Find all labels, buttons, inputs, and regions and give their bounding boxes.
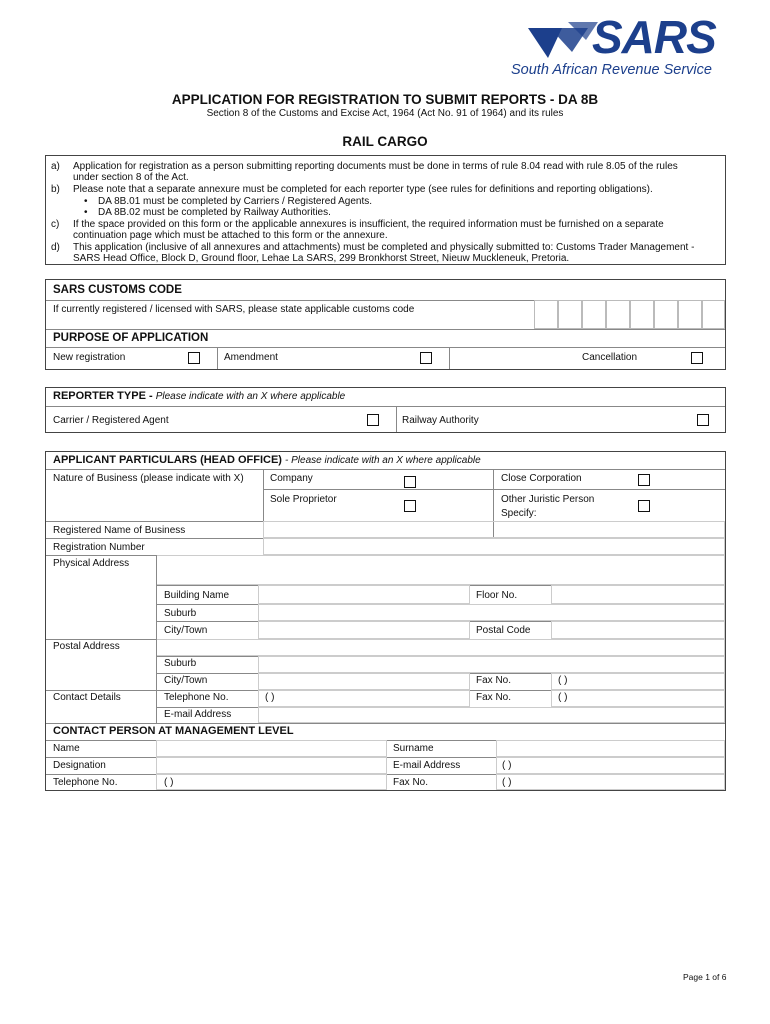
instruction-d-line1: This application (inclusive of all annexures and attachments) must be completed and physically submitted to: Customs Trader Management -: [73, 242, 695, 253]
sole-proprietor-checkbox[interactable]: [404, 500, 416, 512]
nature-of-business-label: Nature of Business (please indicate with X): [53, 473, 244, 484]
floor-no-field[interactable]: [551, 585, 725, 604]
telephone-area-code: ( ): [265, 692, 275, 703]
customs-code-digit-field[interactable]: [702, 300, 725, 329]
purpose-heading: PURPOSE OF APPLICATION: [53, 332, 209, 344]
customs-code-heading: SARS CUSTOMS CODE: [53, 284, 182, 296]
building-name-field[interactable]: [258, 585, 470, 604]
contact-designation-label: Designation: [53, 760, 106, 771]
contact-fax-no-label: Fax No.: [476, 692, 512, 703]
marker-c: c): [51, 219, 60, 230]
sars-logo-subtitle: South African Revenue Service: [511, 62, 712, 78]
suburb-field[interactable]: [258, 604, 725, 621]
applicant-heading: APPLICANT PARTICULARS (HEAD OFFICE) - Please indicate with an X where applicable: [53, 454, 481, 466]
physical-address-field[interactable]: [156, 555, 725, 585]
instruction-b-bullet2: DA 8B.02 must be completed by Railway Authorities.: [98, 207, 331, 218]
instruction-c-line1: If the space provided on this form or the applicable annexures is insufficient, the required information must be furnished on a separate: [73, 219, 664, 230]
section-title: RAIL CARGO: [342, 134, 428, 149]
floor-no-label: Floor No.: [476, 590, 518, 601]
company-checkbox[interactable]: [404, 476, 416, 488]
postal-address-field[interactable]: [156, 639, 725, 656]
postal-city-town-label: City/Town: [164, 675, 208, 686]
email-address-label: E-mail Address: [164, 709, 232, 720]
instructions-box: [45, 155, 726, 265]
fax-area-code: ( ): [558, 675, 568, 686]
customs-code-digit-field[interactable]: [630, 300, 654, 329]
customs-code-digit-field[interactable]: [534, 300, 558, 329]
instruction-b-bullet1: DA 8B.01 must be completed by Carriers / Registered Agents.: [98, 196, 373, 207]
registered-name-label: Registered Name of Business: [53, 525, 186, 536]
postal-address-label: Postal Address: [53, 641, 120, 652]
customs-code-digit-field[interactable]: [678, 300, 702, 329]
sars-logo-mark-icon: [528, 22, 598, 62]
railway-authority-checkbox[interactable]: [697, 414, 709, 426]
sars-logo: [511, 11, 718, 83]
applicant-hint: - Please indicate with an X where applicable: [285, 455, 481, 466]
bullet-icon: •: [84, 196, 88, 207]
new-registration-checkbox[interactable]: [188, 352, 200, 364]
registered-name-field[interactable]: [263, 521, 725, 538]
close-corporation-label: Close Corporation: [501, 473, 582, 484]
registration-number-label: Registration Number: [53, 542, 145, 553]
customs-code-digit-field[interactable]: [606, 300, 630, 329]
instruction-c-line2: continuation page which must be attached to this form or the annexure.: [73, 230, 388, 241]
contact-details-label: Contact Details: [53, 692, 121, 703]
amendment-checkbox[interactable]: [420, 352, 432, 364]
contact-email-label: E-mail Address: [393, 760, 461, 771]
marker-d: d): [51, 242, 60, 253]
contact-email-paren: ( ): [502, 760, 512, 771]
fax-no-field[interactable]: [551, 673, 725, 690]
contact-email-field[interactable]: [496, 757, 725, 774]
instruction-d-line2: SARS Head Office, Block D, Ground floor, Lehae La SARS, 299 Bronkhorst Street, Nieuw Muckleneuk, Pretoria.: [73, 253, 570, 264]
telephone-no-field[interactable]: [258, 690, 470, 707]
marker-b: b): [51, 184, 60, 195]
marker-a: a): [51, 161, 60, 172]
contact-designation-field[interactable]: [156, 757, 387, 774]
new-registration-label: New registration: [53, 352, 126, 363]
contact-name-field[interactable]: [156, 740, 387, 757]
cancellation-checkbox[interactable]: [691, 352, 703, 364]
contact-person-heading: CONTACT PERSON AT MANAGEMENT LEVEL: [53, 725, 294, 737]
reporter-type-heading: REPORTER TYPE - Please indicate with an X where applicable: [53, 390, 346, 402]
page-number: Page 1 of 6: [683, 972, 727, 982]
carrier-label: Carrier / Registered Agent: [53, 415, 169, 426]
customs-purpose-box: [45, 279, 726, 370]
sars-logo-text: SARS: [592, 11, 716, 63]
customs-code-prompt: If currently registered / licensed with SARS, please state applicable customs code: [53, 304, 415, 315]
city-town-label: City/Town: [164, 625, 208, 636]
instruction-a-line2: under section 8 of the Act.: [73, 172, 189, 183]
form-subtitle: Section 8 of the Customs and Excise Act, 1964 (Act No. 91 of 1964) and its rules: [206, 108, 564, 119]
bullet-icon: •: [84, 207, 88, 218]
other-juristic-label: Other Juristic Person: [501, 494, 595, 505]
applicant-particulars-box: [45, 451, 726, 791]
postal-code-field[interactable]: [551, 621, 725, 639]
contact-fax-area-code: ( ): [502, 777, 512, 788]
customs-code-digit-field[interactable]: [582, 300, 606, 329]
contact-fax-field[interactable]: [496, 774, 725, 790]
instruction-b-line1: Please note that a separate annexure must be completed for each reporter type (see rules for definitions and reporting obligations).: [73, 184, 653, 195]
close-corporation-checkbox[interactable]: [638, 474, 650, 486]
contact-surname-label: Surname: [393, 743, 434, 754]
reporter-type-box: [45, 387, 726, 433]
company-label: Company: [270, 473, 313, 484]
postal-suburb-label: Suburb: [164, 658, 197, 669]
registration-number-field[interactable]: [263, 538, 725, 555]
specify-label: Specify:: [501, 508, 537, 519]
reporter-type-hint: Please indicate with an X where applicable: [155, 391, 346, 402]
suburb-label: Suburb: [164, 608, 197, 619]
customs-code-digit-field[interactable]: [654, 300, 678, 329]
city-town-field[interactable]: [258, 621, 470, 639]
cancellation-label: Cancellation: [582, 352, 638, 363]
contact-surname-field[interactable]: [496, 740, 725, 757]
email-address-field[interactable]: [258, 707, 725, 723]
building-name-label: Building Name: [164, 590, 230, 601]
sole-proprietor-label: Sole Proprietor: [270, 494, 337, 505]
physical-address-label: Physical Address: [53, 558, 130, 569]
contact-fax-area-code: ( ): [558, 692, 568, 703]
contact-telephone-label: Telephone No.: [53, 777, 118, 788]
customs-code-digit-field[interactable]: [558, 300, 582, 329]
telephone-no-label: Telephone No.: [164, 692, 229, 703]
contact-fax-label: Fax No.: [393, 777, 429, 788]
contact-fax-no-field[interactable]: [551, 690, 725, 707]
form-title: APPLICATION FOR REGISTRATION TO SUBMIT REPORTS - DA 8B: [171, 92, 599, 107]
carrier-checkbox[interactable]: [367, 414, 379, 426]
contact-name-label: Name: [53, 743, 80, 754]
contact-telephone-field[interactable]: [156, 774, 387, 790]
contact-telephone-area-code: ( ): [164, 777, 174, 788]
postal-code-label: Postal Code: [476, 625, 531, 636]
instruction-a-line1: Application for registration as a person submitting reporting documents must be done in terms of rule 8.04 read with rule 8.05 of the rules: [73, 161, 678, 172]
railway-authority-label: Railway Authority: [402, 415, 479, 426]
fax-no-label: Fax No.: [476, 675, 512, 686]
postal-suburb-field[interactable]: [258, 656, 725, 673]
postal-city-town-field[interactable]: [258, 673, 470, 690]
other-juristic-checkbox[interactable]: [638, 500, 650, 512]
amendment-label: Amendment: [224, 352, 278, 363]
